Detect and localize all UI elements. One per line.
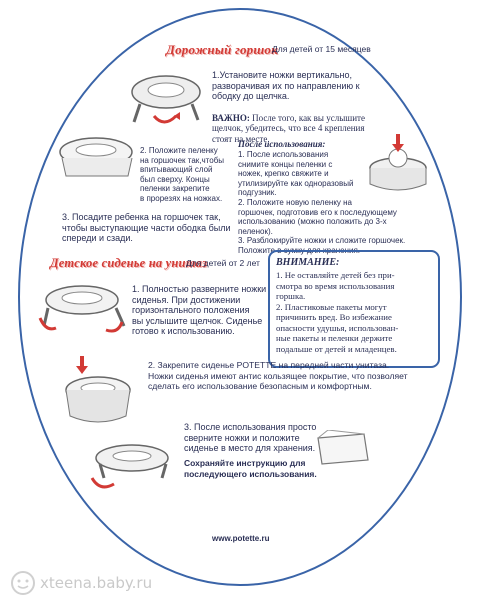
seat-unfold-illustration xyxy=(36,274,132,342)
potty-unfold-illustration xyxy=(124,62,210,128)
keep-instructions-note: Сохраняйте инструкцию для последующего использования. xyxy=(184,458,317,479)
diaper-disposal-illustration xyxy=(364,128,434,194)
seat-fold-illustration xyxy=(84,428,184,498)
seat-step-2: 2. Закрепите сиденье POTETTE на передней части унитаза. Ножки сиденья имеют антис кользящее покрытие, что позволяет сделать его использование безопасным и комфортным. xyxy=(148,360,408,391)
seat-step-3: 3. После использования просто сверните ножки и положите сиденье в место для хранения. xyxy=(184,422,317,453)
warning-title: ВНИМАНИЕ: xyxy=(276,257,340,268)
potty-age-note: Для детей от 15 месяцев xyxy=(272,44,371,54)
seat-section-title: Детское сиденье на унитаз xyxy=(50,256,208,270)
important-label: ВАЖНО: xyxy=(212,112,250,123)
important-text: После того, как вы услышите щелчок, убедитесь, что все 4 крепления стоят на месте. xyxy=(212,112,365,144)
potty-step-2: 2. Положите пеленку на горшочек так,чтобы впитывающий слой был сверху. Концы пеленки закрепите в прорезях на ножках. xyxy=(140,146,225,203)
after-use-title: После использования: xyxy=(238,139,326,149)
warning-text: 1. Не оставляйте детей без при- смотра во время использования горшка. 2. Пластиковые пакеты могут причинить вред. Во избежание опасности удушья, использован- ные пакеты и пеленки держите подальше от детей и младенцев. xyxy=(276,270,399,354)
potty-diaper-illustration xyxy=(52,128,142,188)
footer-url: www.potette.ru xyxy=(212,534,270,543)
seat-step-1: 1. Полностью разверните ножки сиденья. При достижении горизонтального положения вы услышите щелчок. Сиденье готово к использованию. xyxy=(132,284,267,336)
watermark-text: xteena.baby.ru xyxy=(40,574,153,592)
baby-logo-icon xyxy=(10,570,36,596)
potty-section-title: Дорожный горшок xyxy=(166,42,278,57)
after-use-text: 1. После использования снимите концы пеленки с ножек, крепко свяжите и утилизируйте как одноразовый подгузник. 2. Положите новую пеленку на горшочек, подготовив его к последующему использованию (можно положить до 3-х пеленок). 3. Разблокируйте ножки и сложите горшочек. Положите в сумку для хранения. xyxy=(238,150,406,255)
seat-age-note: Для детей от 2 лет xyxy=(186,258,260,268)
potty-step-3: 3. Посадите ребенка на горшочек так, чтобы выступающие части ободка были спереди и сзади. xyxy=(62,212,231,243)
seat-on-toilet-illustration xyxy=(56,350,142,430)
potty-step-1: 1.Установите ножки вертикально, разворачивая их по направлению к ободку до щелчка. xyxy=(212,70,360,101)
